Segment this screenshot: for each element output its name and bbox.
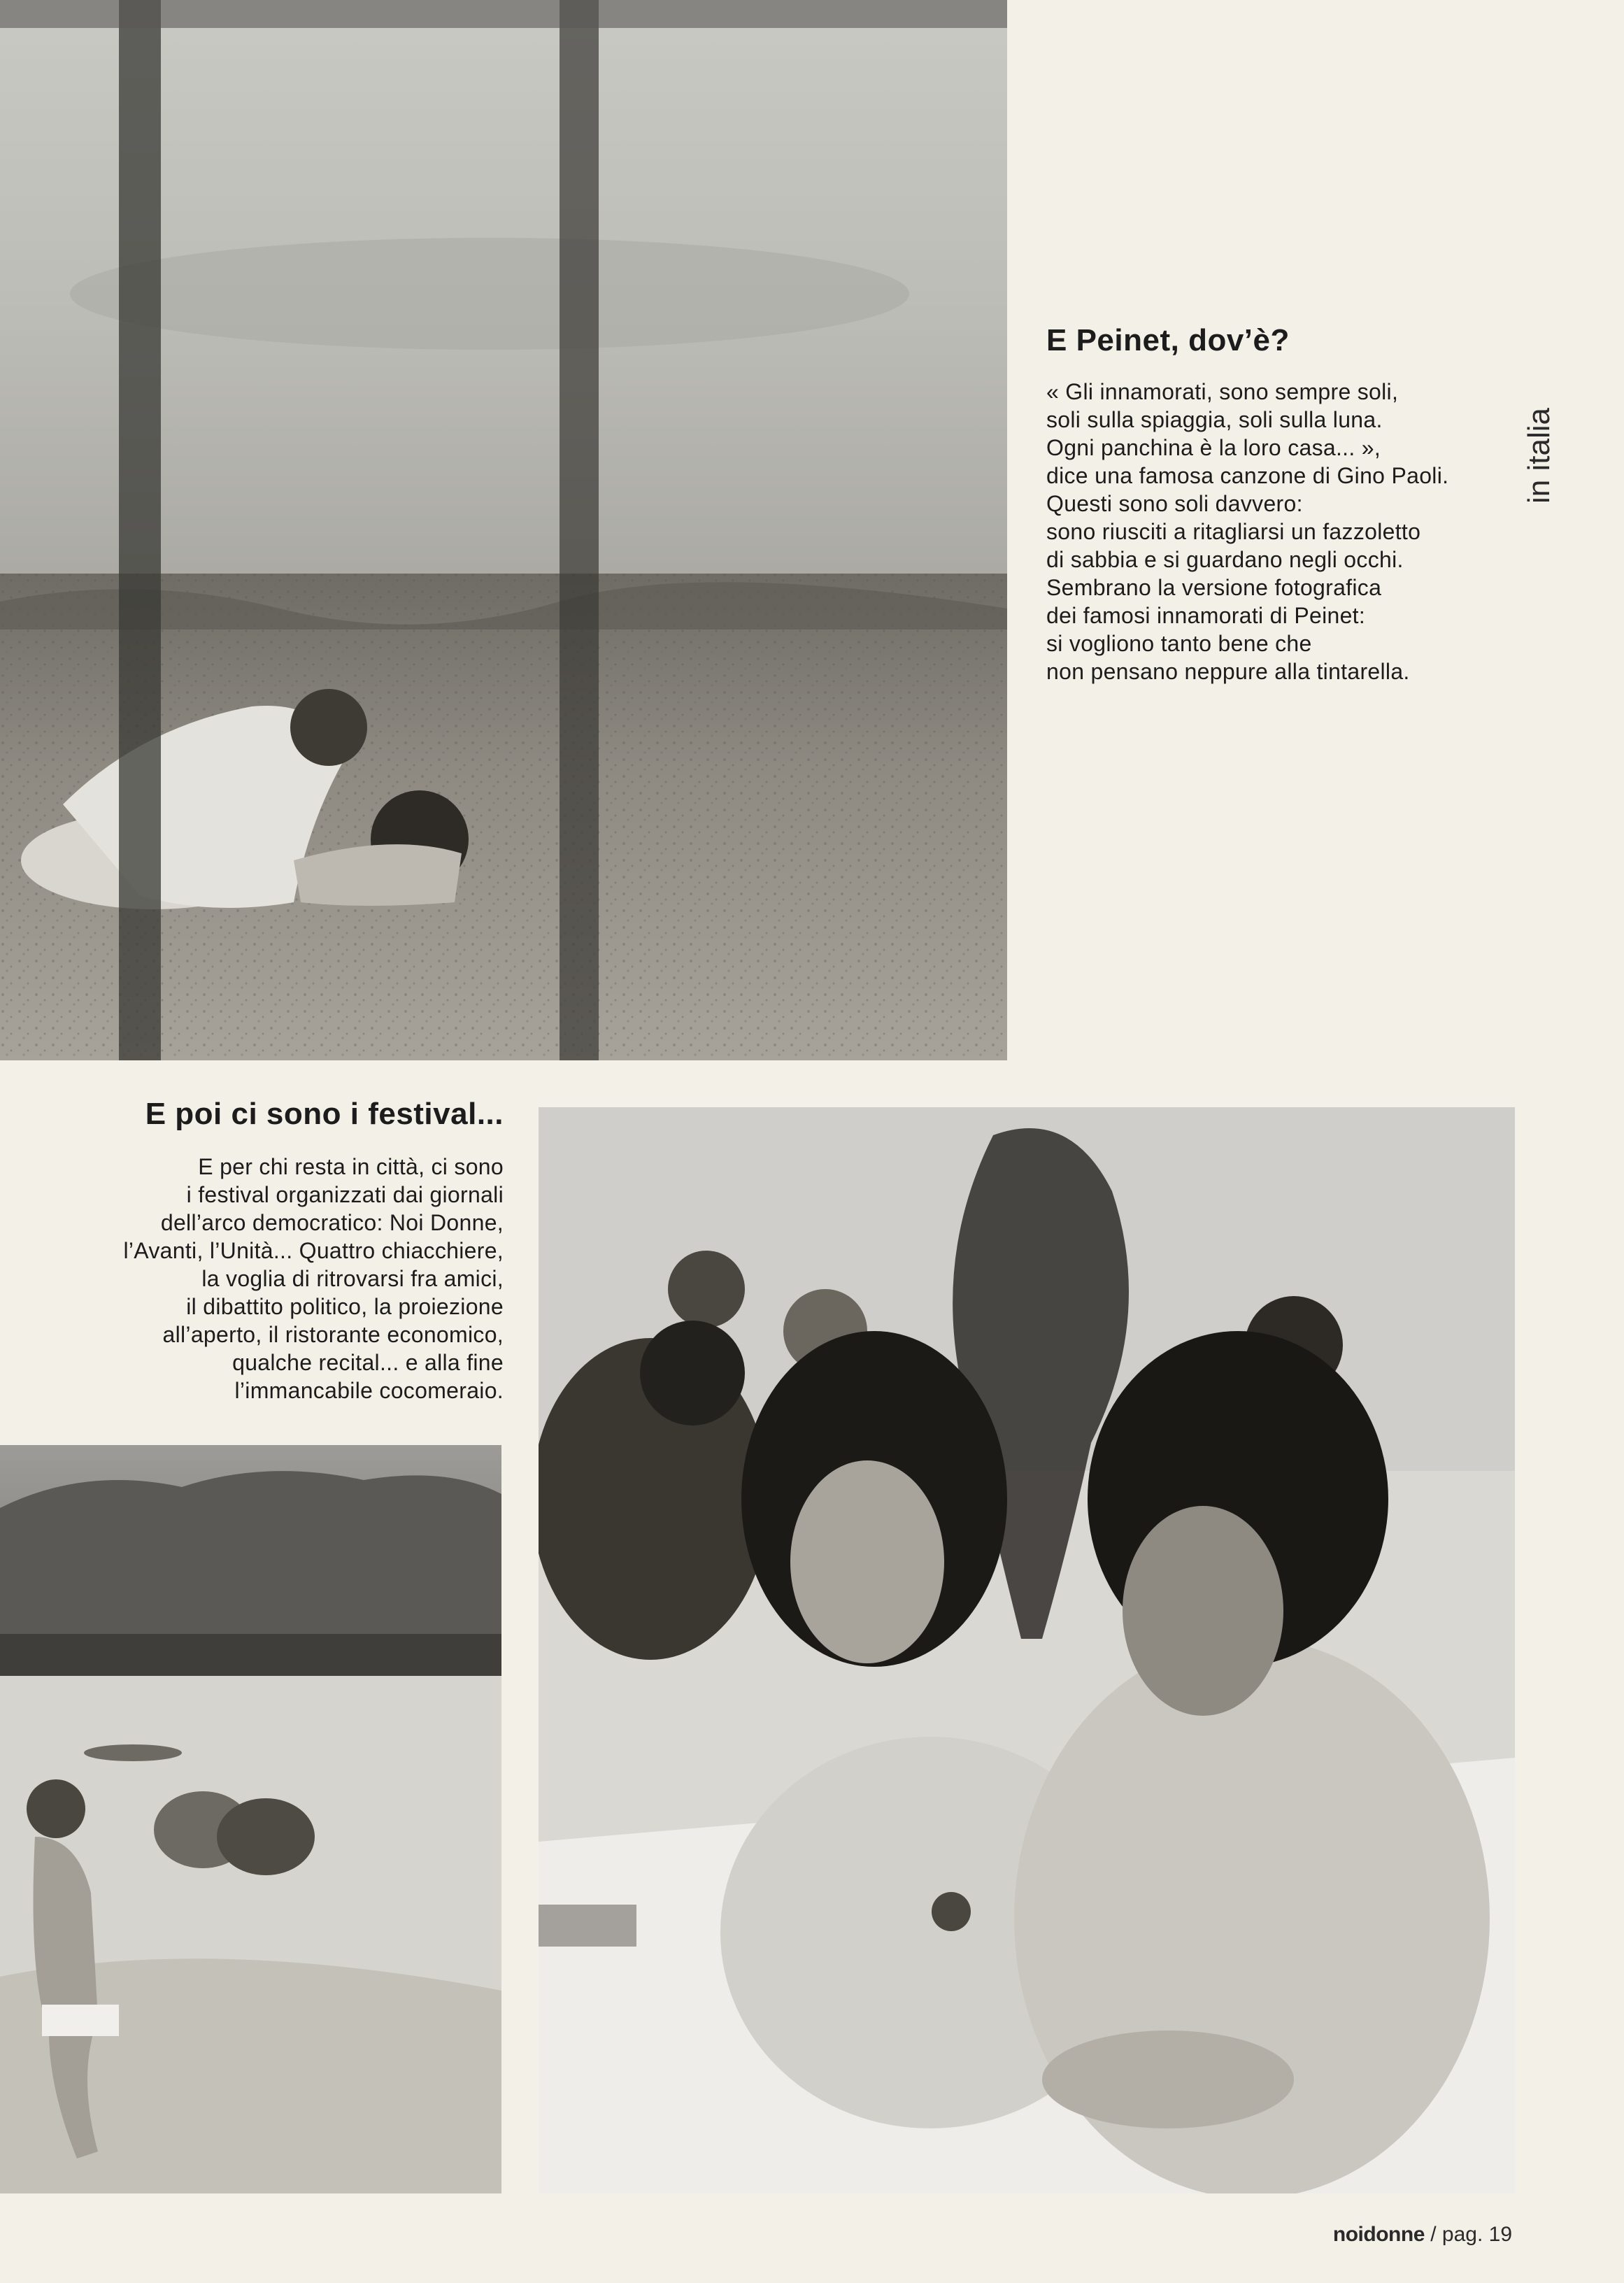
page-number: pag. 19 [1441,2223,1512,2246]
photo-child-on-beach [0,1445,501,2193]
text-line: dell’arco democratico: Noi Donne, [160,1210,504,1235]
text-line: Sembrano la versione fotografica [1046,575,1382,600]
text-line: sono riusciti a ritagliarsi un fazzoletto [1046,519,1421,544]
photo-couple-on-beach [0,0,1007,1060]
text-line: soli sulla spiaggia, soli sulla luna. [1046,407,1383,432]
section-label: in italia [1522,408,1556,504]
magazine-name: noidonne [1332,2223,1425,2246]
text-line: « Gli innamorati, sono sempre soli, [1046,379,1399,404]
text-line: l’immancabile cocomeraio. [234,1378,504,1403]
heading-festival: E poi ci sono i festival... [145,1097,504,1131]
page-footer [1333,2223,1512,2247]
paragraph-festival [28,1153,504,1404]
photo-festival-women [539,1107,1515,2193]
text-line: l’Avanti, l’Unità... Quattro chiacchiere, [123,1238,504,1263]
paragraph-peinet [1046,378,1522,685]
text-line: il dibattito politico, la proiezione [186,1294,504,1319]
heading-peinet: E Peinet, dov’è? [1046,323,1290,357]
text-line: dice una famosa canzone di Gino Paoli. [1046,463,1449,488]
text-line: si vogliono tanto bene che [1046,631,1312,656]
text-line: di sabbia e si guardano negli occhi. [1046,547,1404,572]
text-line: Ogni panchina è la loro casa... », [1046,435,1381,460]
text-line: la voglia di ritrovarsi fra amici, [201,1266,504,1291]
text-line: qualche recital... e alla fine [232,1350,504,1375]
text-line: dei famosi innamorati di Peinet: [1046,603,1366,628]
text-line: E per chi resta in città, ci sono [198,1154,504,1179]
text-line: Questi sono soli davvero: [1046,491,1303,516]
footer-separator: / [1424,2223,1442,2246]
text-line: all’aperto, il ristorante economico, [162,1322,504,1347]
text-line: i festival organizzati dai giornali [186,1182,504,1207]
text-line: non pensano neppure alla tintarella. [1046,659,1410,684]
